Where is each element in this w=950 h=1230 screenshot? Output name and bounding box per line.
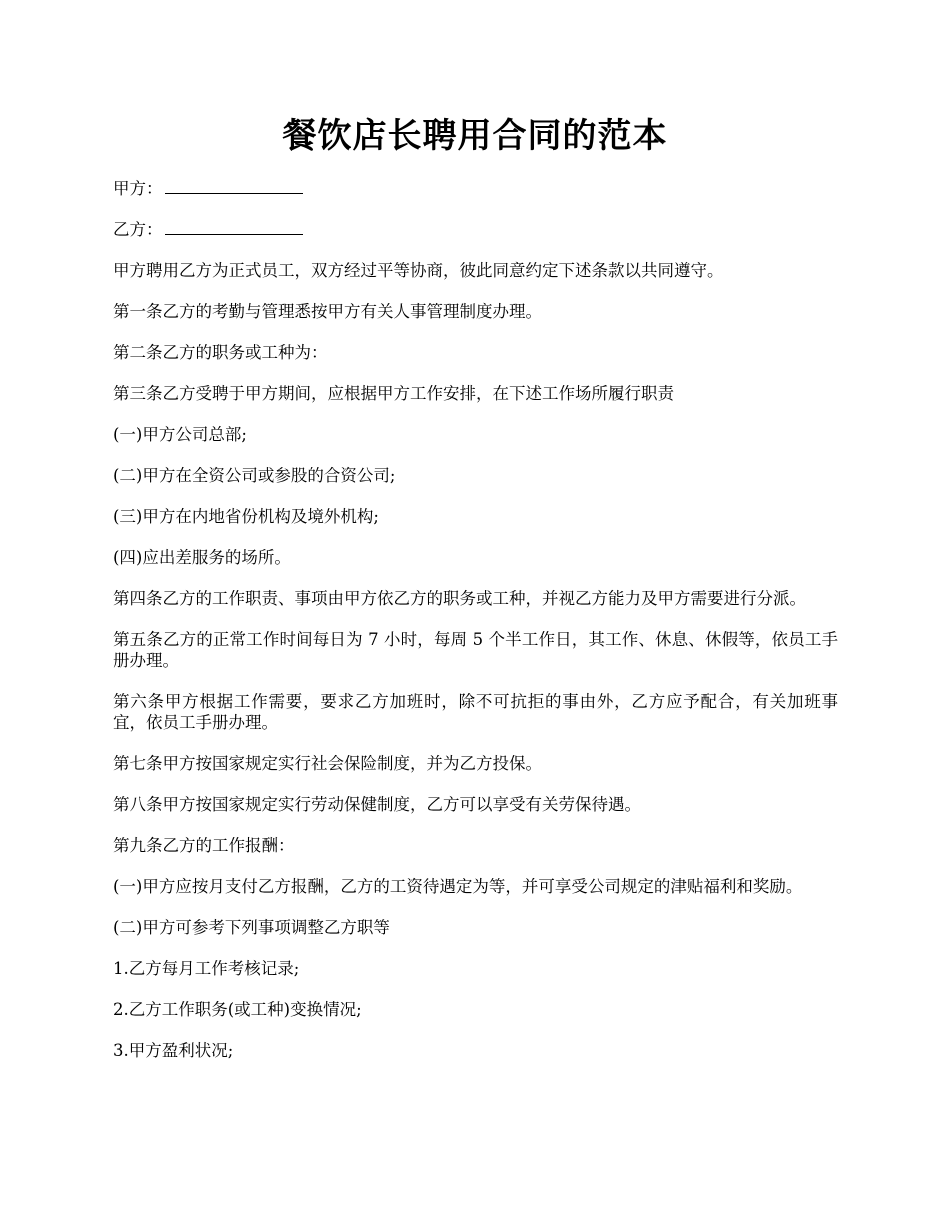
paragraph: (四)应出差服务的场所。 — [113, 548, 291, 567]
paragraph: 第二条乙方的职务或工种为： — [113, 343, 328, 362]
party-b-label: 乙方： — [113, 220, 163, 239]
party-b-blank — [165, 220, 303, 235]
paragraph: 2.乙方工作职务(或工种)变换情况; — [113, 1000, 362, 1019]
party-a-line — [113, 178, 838, 199]
document-body — [113, 178, 838, 1081]
paragraph: (一)甲方公司总部; — [113, 425, 247, 444]
paragraph: 3.甲方盈利状况; — [113, 1041, 234, 1060]
document-title: 餐饮店长聘用合同的范本 — [282, 116, 668, 156]
paragraph: 第四条乙方的工作职责、事项由甲方依乙方的职务或工种，并视乙方能力及甲方需要进行分派。 — [113, 589, 806, 608]
paragraph: (三)甲方在内地省份机构及境外机构; — [113, 507, 379, 526]
paragraph: (一)甲方应按月支付乙方报酬，乙方的工资待遇定为等，并可享受公司规定的津贴福利和奖励。 — [113, 877, 803, 896]
paragraph: (二)甲方在全资公司或参股的合资公司; — [113, 466, 396, 485]
party-b-line — [113, 219, 838, 240]
paragraph: 甲方聘用乙方为正式员工，双方经过平等协商，彼此同意约定下述条款以共同遵守。 — [113, 261, 724, 280]
paragraph: (二)甲方可参考下列事项调整乙方职等 — [113, 918, 390, 937]
paragraph: 第三条乙方受聘于甲方期间，应根据甲方工作安排，在下述工作场所履行职责 — [113, 384, 674, 403]
paragraph: 第五条乙方的正常工作时间每日为 7 小时，每周 5 个半工作日，其工作、休息、休假等，依员工手册办理。 — [113, 630, 838, 670]
paragraph: 1.乙方每月工作考核记录; — [113, 959, 300, 978]
paragraph: 第七条甲方按国家规定实行社会保险制度，并为乙方投保。 — [113, 754, 542, 773]
paragraph: 第六条甲方根据工作需要，要求乙方加班时，除不可抗拒的事由外，乙方应予配合，有关加班事宜，依员工手册办理。 — [113, 692, 838, 732]
paragraph: 第一条乙方的考勤与管理悉按甲方有关人事管理制度办理。 — [113, 302, 542, 321]
party-a-blank — [165, 179, 303, 194]
party-a-label: 甲方： — [113, 179, 163, 198]
paragraph: 第八条甲方按国家规定实行劳动保健制度，乙方可以享受有关劳保待遇。 — [113, 795, 641, 814]
paragraph: 第九条乙方的工作报酬： — [113, 836, 295, 855]
